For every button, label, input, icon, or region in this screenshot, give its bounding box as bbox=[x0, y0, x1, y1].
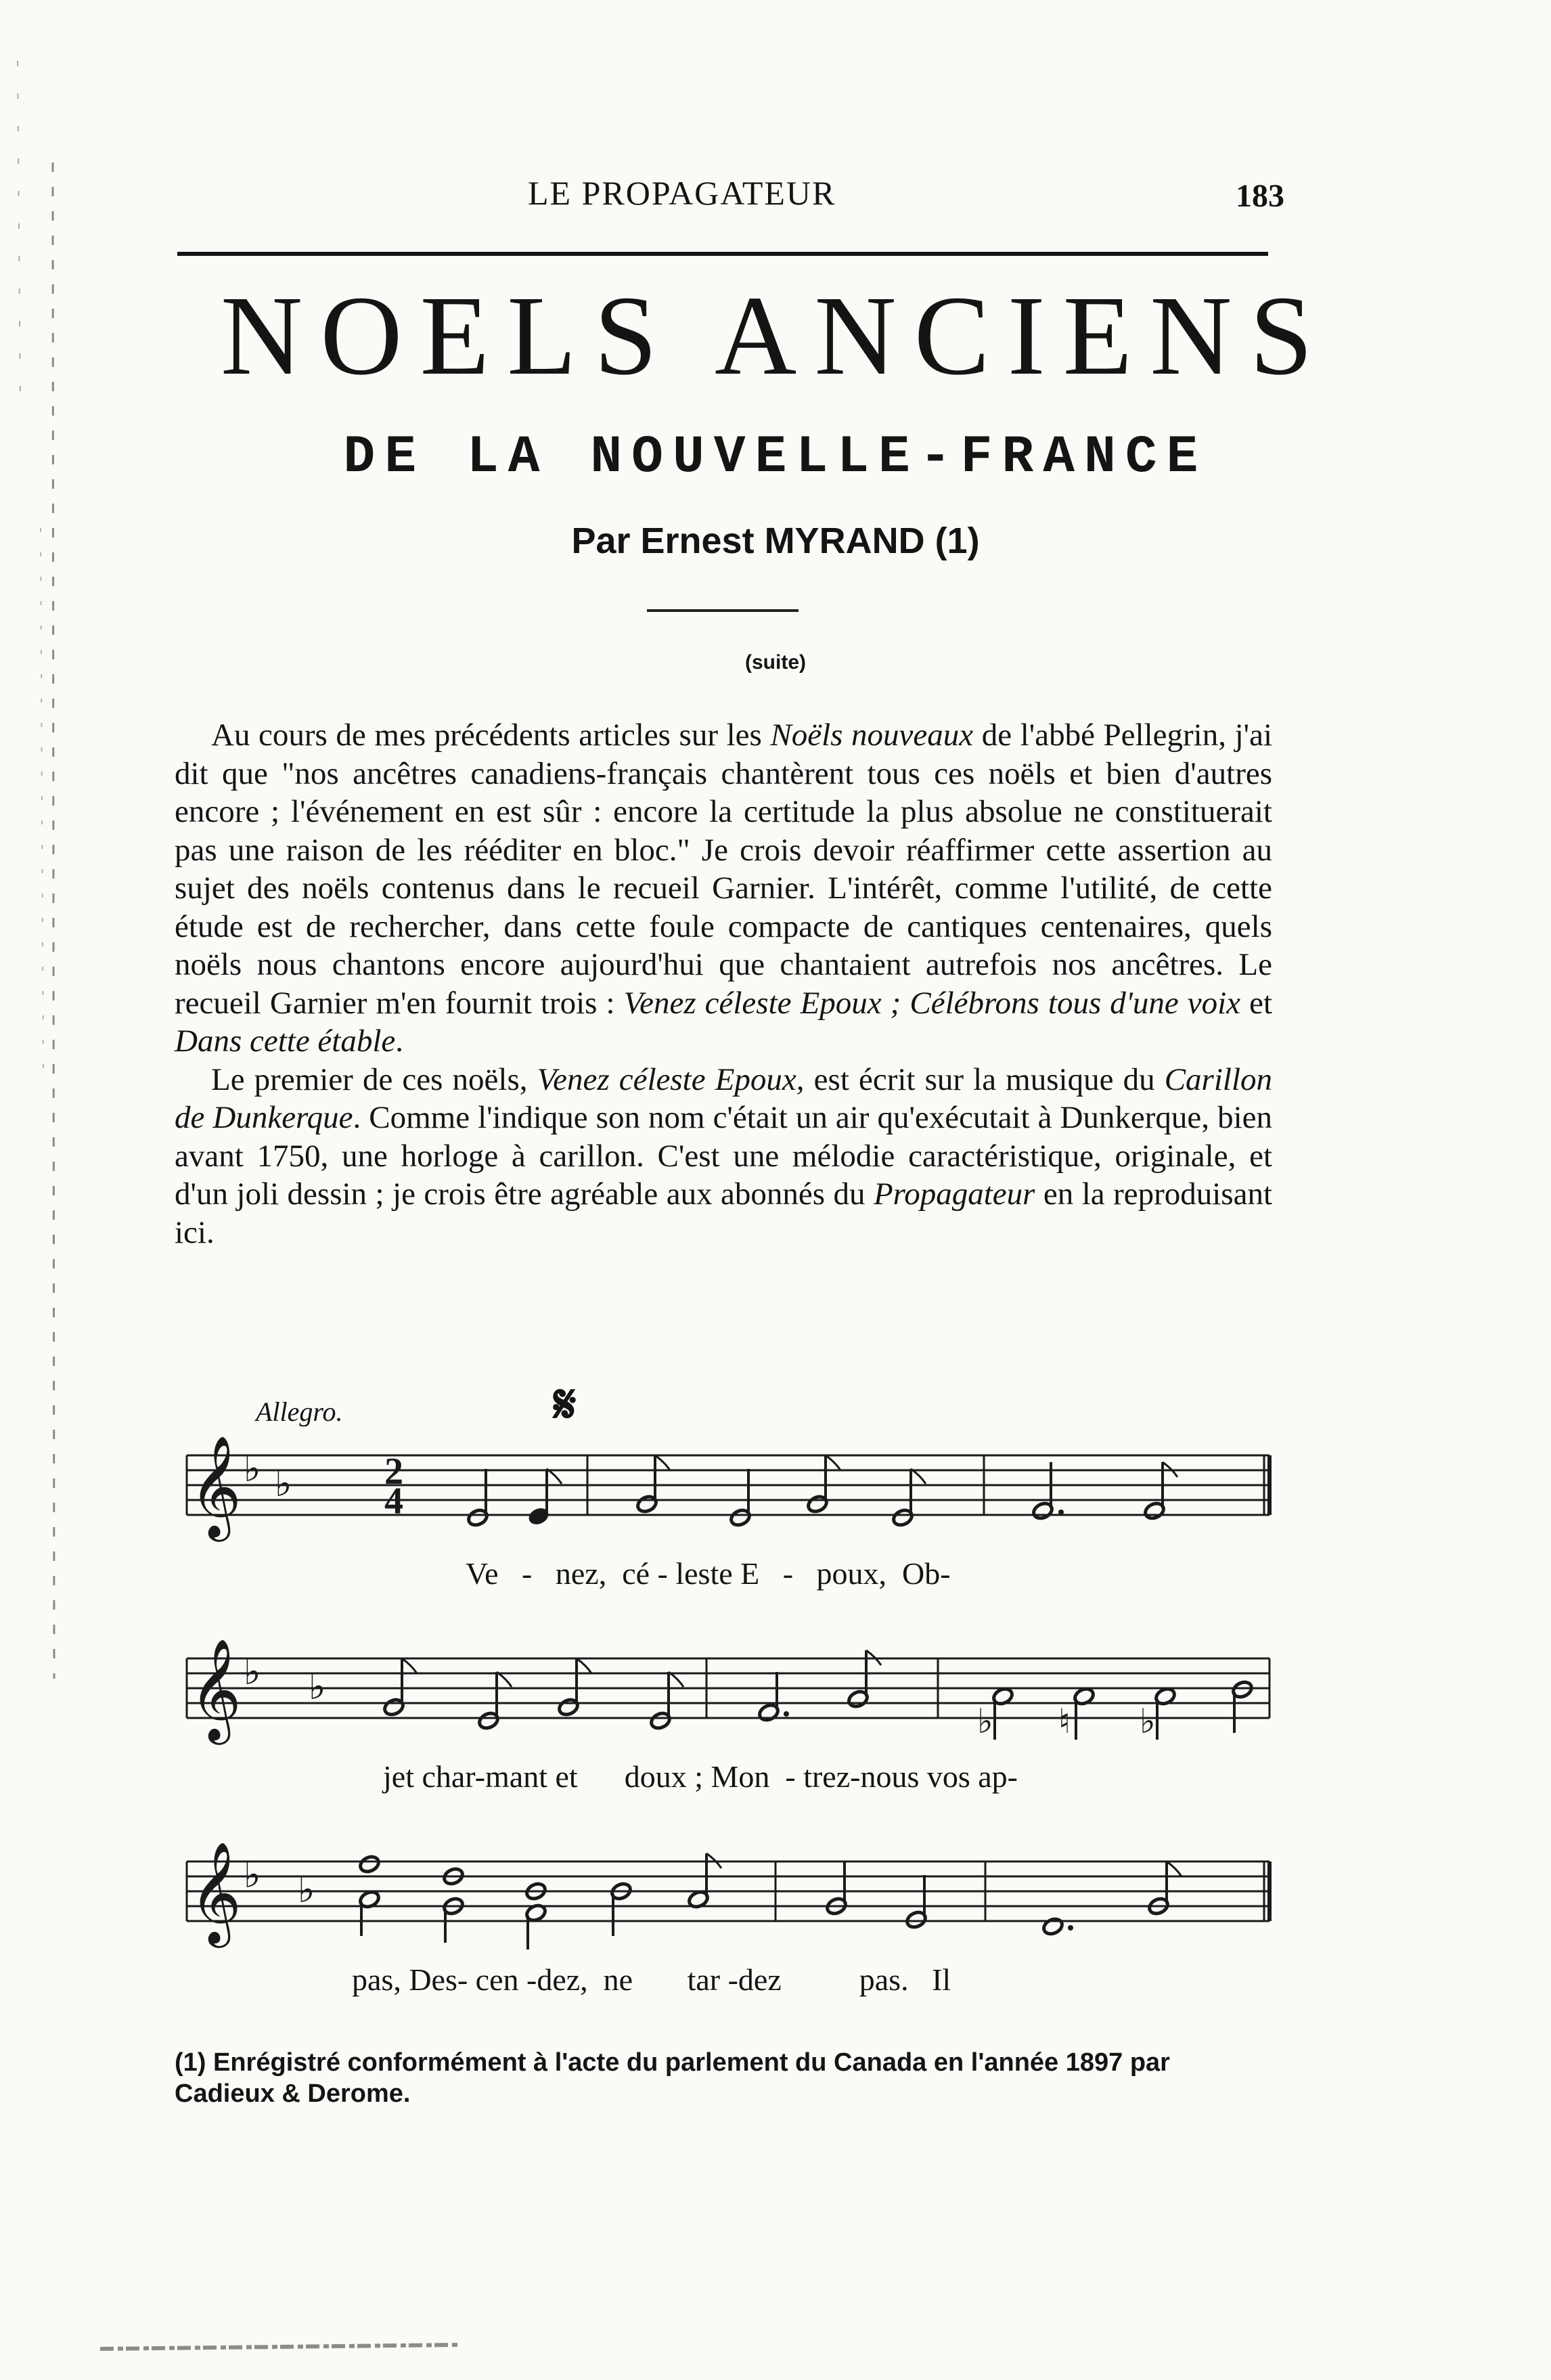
svg-text:2: 2 bbox=[384, 1451, 403, 1493]
svg-text:♮: ♮ bbox=[1058, 1702, 1071, 1740]
article-subtitle: DE LA NOUVELLE-FRANCE bbox=[343, 428, 1208, 487]
music-staff-1 bbox=[173, 1428, 1283, 1557]
svg-text:4: 4 bbox=[384, 1480, 403, 1522]
page-number: 183 bbox=[1236, 178, 1284, 214]
article-title: NOELS ANCIENS bbox=[220, 273, 1331, 399]
footnote: (1) Enrégistré conformément à l'acte du parlement du Canada en l'année 1897 par Cadieux & Derome. bbox=[175, 2048, 1170, 2108]
svg-text:𝄞: 𝄞 bbox=[189, 1841, 242, 1943]
svg-text:𝄞: 𝄞 bbox=[189, 1434, 242, 1537]
continued-label: (suite) bbox=[745, 651, 806, 674]
svg-text:♭: ♭ bbox=[275, 1463, 292, 1504]
svg-text:♭: ♭ bbox=[244, 1855, 261, 1895]
lyrics-line-3: pas, Des- cen -dez, ne tar -dez pas. Il bbox=[352, 1962, 951, 1997]
svg-text:♭: ♭ bbox=[298, 1870, 315, 1910]
scan-bottom-smudge bbox=[93, 2335, 472, 2362]
svg-text:♭: ♭ bbox=[977, 1702, 993, 1740]
segno-sign: 𝄋 bbox=[554, 1375, 577, 1434]
svg-text:♭: ♭ bbox=[244, 1652, 261, 1692]
svg-text:𝄞: 𝄞 bbox=[189, 1637, 242, 1740]
music-staff-2 bbox=[173, 1631, 1283, 1760]
svg-text:♭: ♭ bbox=[309, 1667, 326, 1707]
scan-margin-marks bbox=[0, 0, 81, 1692]
tempo-marking: Allegro. bbox=[256, 1396, 343, 1427]
running-title: LE PROPAGATEUR bbox=[528, 174, 836, 212]
paragraph-2: Le premier de ces noëls, Venez céleste Epoux, est écrit sur la musique du Carillon de Dunkerque. Comme l'indique son nom c'était un air qu'exécutait à Dunkerque, bien avant 1750, une horloge à carillon. C'est une mélodie caractéristique, originale, et d'un joli dessin ; je crois être agréable aux abonnés du Propagateur en la reproduisant ici. bbox=[175, 1061, 1273, 1250]
svg-text:♭: ♭ bbox=[244, 1449, 261, 1489]
paragraph-1: Au cours de mes précédents articles sur les Noëls nouveaux de l'abbé Pellegrin, j'ai dit que "nos ancêtres canadiens-français chantèrent tous ces noëls et bien d'autres encore ; l'événement en est sûr : encore la certitude la plus absolue ne constituerait pas une raison de les rééditer en bloc." Je crois devoir réaffirmer cette assertion au sujet des noëls contenus dans le recueil Garnier. L'intérêt, comme l'utilité, de cette étude est de rechercher, dans cette foule compacte de cantiques centenaires, quels noëls nous chantons encore aujourd'hui que chantaient autrefois nos ancêtres. Le recueil Garnier m'en fournit trois : Venez céleste Epoux ; Célébrons tous d'une voix et Dans cette étable. bbox=[175, 718, 1273, 1059]
separator-rule bbox=[647, 609, 799, 612]
music-staff-3 bbox=[173, 1834, 1283, 1963]
lyrics-line-2: jet char-mant et doux ; Mon - trez-nous vos ap- bbox=[383, 1759, 1018, 1794]
article-body bbox=[175, 716, 1272, 1252]
header-rule bbox=[177, 252, 1268, 256]
lyrics-line-1: Ve - nez, cé - leste E - poux, Ob- bbox=[466, 1556, 951, 1591]
svg-text:♭: ♭ bbox=[1140, 1702, 1156, 1740]
article-byline: Par Ernest MYRAND (1) bbox=[571, 521, 980, 561]
